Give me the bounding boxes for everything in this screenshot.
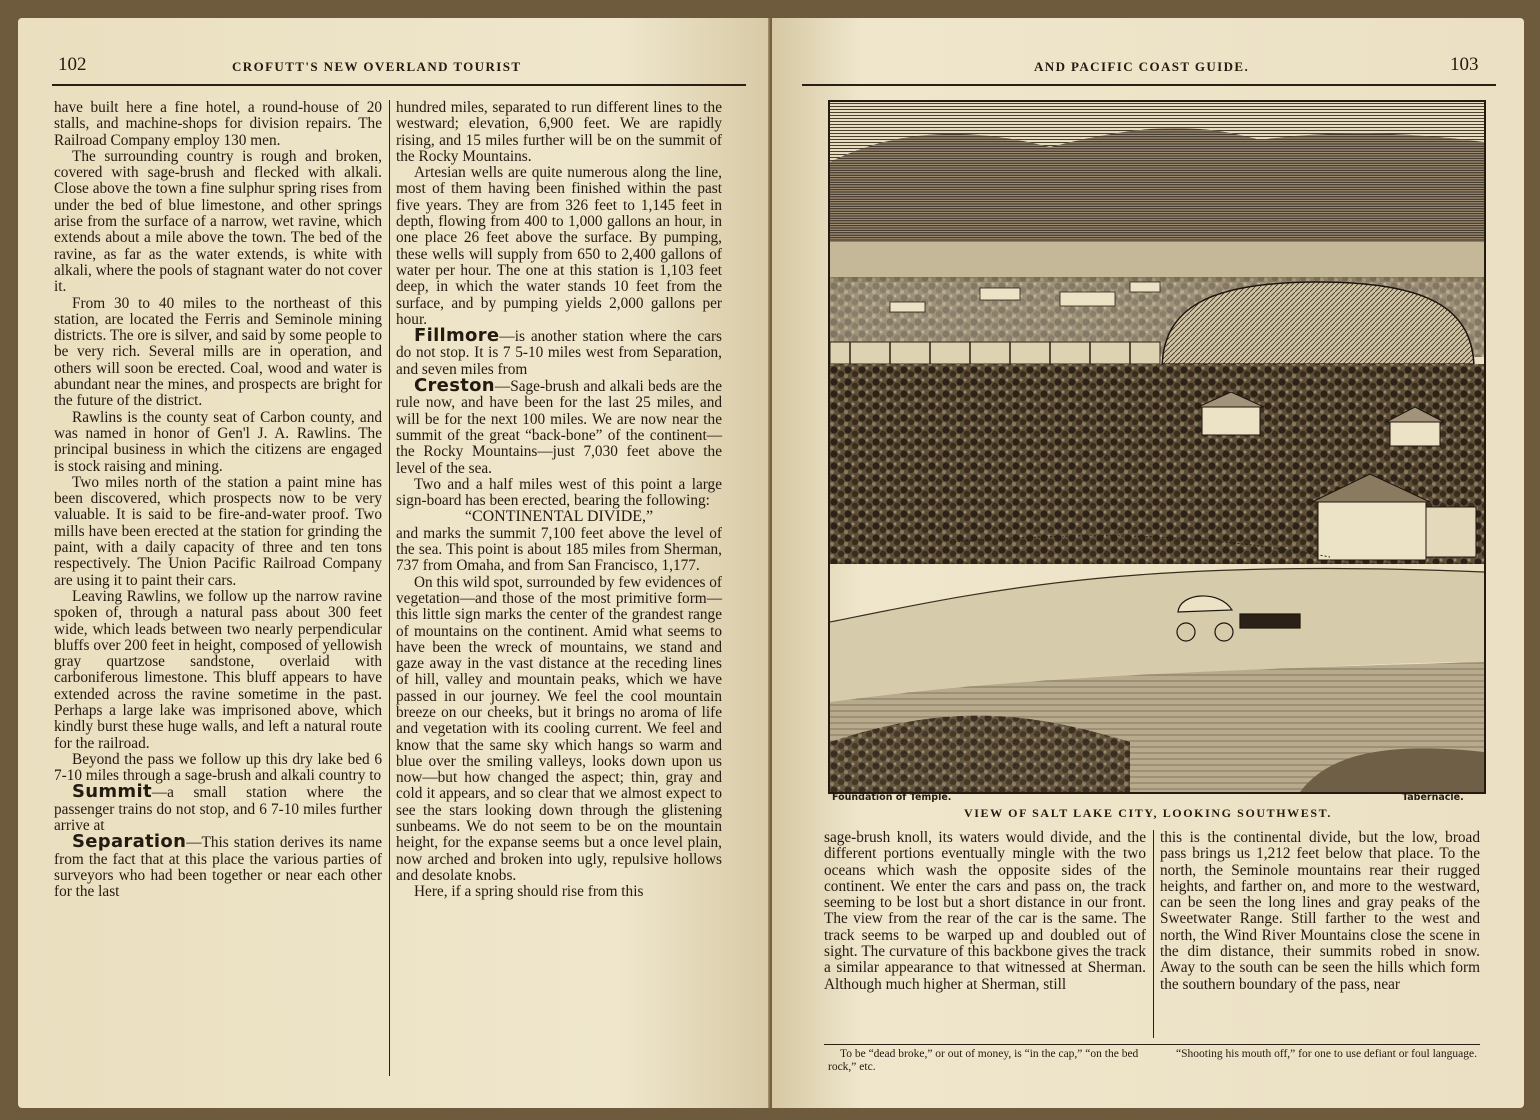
label-foundation-of-temple: Foundation of Temple. bbox=[832, 792, 952, 803]
paragraph: and marks the summit 7,100 feet above the level of the sea. This point is about 185 miles from Sherman, 737 from Omaha, and from San Francisco, 1,177. bbox=[396, 524, 722, 575]
right-head-rule bbox=[802, 84, 1496, 86]
right-page-number: 103 bbox=[1450, 54, 1479, 75]
left-running-title: CROFUTT'S NEW OVERLAND TOURIST bbox=[232, 59, 522, 74]
right-column-2 bbox=[1160, 830, 1480, 993]
paragraph: Rawlins is the county seat of Carbon county, and was named in honor of Gen'l J. A. Rawlins. The principal business in which the citizens are engaged is stock raising and mining. bbox=[54, 408, 382, 475]
engraving-illustration bbox=[830, 102, 1484, 792]
salt-lake-city-engraving bbox=[828, 100, 1486, 794]
footnote-1: To be “dead broke,” or out of money, is “in the cap,” “on the bed rock,” etc. bbox=[828, 1048, 1139, 1073]
paragraph-summit bbox=[54, 781, 382, 835]
paragraph-separation bbox=[54, 831, 382, 901]
label-tabernacle: Tabernacle. bbox=[1402, 792, 1464, 803]
illustration-caption: VIEW OF SALT LAKE CITY, LOOKING SOUTHWEST. bbox=[964, 806, 1332, 820]
paragraph: have built here a fine hotel, a round-house of 20 stalls, and machine-shops for division repairs. The Railroad Company employ 130 men. bbox=[54, 99, 382, 149]
paragraph: Two and a half miles west of this point a large sign-board has been erected, bearing the following: bbox=[396, 475, 722, 510]
right-column-divider bbox=[1153, 830, 1154, 1038]
creston-text: —Sage-brush and alkali beds are the rule now, and have been for the last 25 miles, and will be for the next 100 miles. We are now near the summit of the great “back-bone” of the continent—the Rocky Mountains—just 7,030 feet above the level of the sea. bbox=[396, 378, 722, 477]
left-column-1 bbox=[54, 100, 382, 901]
left-page-number: 102 bbox=[58, 54, 87, 75]
left-running-head bbox=[18, 52, 770, 92]
paragraph: Beyond the pass we follow up this dry lake bed 6 7-10 miles through a sage-brush and alkali country to bbox=[54, 750, 382, 785]
left-column-divider bbox=[389, 100, 390, 1076]
station-name-creston: Creston bbox=[414, 375, 495, 397]
paragraph-fillmore bbox=[396, 325, 722, 378]
paragraph: From 30 to 40 miles to the northeast of this station, are located the Ferris and Seminole mining districts. The ore is silver, and said by some people to be very rich. Several mills are in operation, and others will soon be erected. Coal, wood and water is abundant near the mines, and prospects are bright for the future of the district. bbox=[54, 294, 382, 410]
right-running-title: AND PACIFIC COAST GUIDE. bbox=[1034, 59, 1250, 74]
right-column-1 bbox=[824, 830, 1146, 993]
station-name-fillmore: Fillmore bbox=[414, 325, 500, 347]
station-name-summit: Summit bbox=[72, 781, 152, 803]
paragraph: Here, if a spring should rise from this bbox=[414, 883, 644, 901]
right-running-head bbox=[772, 52, 1524, 92]
paragraph-creston bbox=[396, 375, 722, 477]
paragraph: Two miles north of the station a paint mine has been discovered, which prospects now to be very valuable. It is said to be fire-and-water proof. Two mills have been erected at the station for grinding the paint, with a daily capacity of three and ten tons respectively. The Union Pacific Railroad Company are using it to paint their cars. bbox=[54, 473, 382, 589]
paragraph: The surrounding country is rough and broken, covered with sage-brush and flecked with alkali. Close above the town a fine sulphur spring rises from under the bed of blue limestone, and other springs arise from the surface of a narrow, wet ravine, which extends about a mile above the town. The bed of the ravine, as far as the water extends, is white with alkali, where the pools of stagnant water do not cover it. bbox=[54, 147, 382, 296]
footnote-2: “Shooting his mouth off,” for one to use defiant or foul language. bbox=[1176, 1048, 1477, 1060]
separation-text: —This station derives its name from the fact that at this place the various parties of surveyors who had been together or near each other for the last bbox=[54, 834, 382, 901]
left-head-rule bbox=[52, 84, 746, 86]
paragraph: this is the continental divide, but the low, broad pass brings us 1,212 feet below that place. To the north, the Seminole mountains rear their rugged heights, and farther on, and more to the westward, can be seen the long lines and gray peaks of the Sweetwater Range. Still farther to the west and north, the Wind River Mountains close the scene in the dim distance, their summits robed in snow. Away to the south can be seen the hills which form the southern boundary of the pass, near bbox=[1160, 829, 1480, 993]
summit-text: —a small station where the passenger trains do not stop, and 6 7-10 miles further arrive at bbox=[54, 784, 382, 835]
signboard-title: “CONTINENTAL DIVIDE,” bbox=[464, 508, 654, 526]
right-page bbox=[772, 18, 1524, 1108]
paragraph: On this wild spot, surrounded by few evidences of vegetation—and those of the most primitive form—this little sign marks the center of the grandest range of mountains on the continent. Amid what seems to have been the wreck of mountains, we stand and gaze away in the vast distance at the receding lines of hill, valley and mountain peaks, which we have passed in our journey. We feel the cool mountain breeze on our cheeks, but it brings no aroma of life and vegetation with its cooling current. We feel and know that the same sky which hangs so warm and blue over the smiling valleys, looks down upon us now—but how changed the aspect; thin, gray and cold it appears, and so clear that we almost expect to see the stars looking down through the glistening sunbeams. We do not seem to be on the mountain height, for the expanse seems but a once level plain, now arched and broken into ugly, repulsive hollows and desolate knobs. bbox=[396, 573, 723, 884]
paragraph: Leaving Rawlins, we follow up the narrow ravine spoken of, through a natural pass about 300 feet wide, which leads between two nearly perpendicular bluffs over 200 feet in height, composed of yellowish gray quartzose sandstone, overlaid with carboniferous limestone. This bluff appears to have extended across the ravine sometime in the past. Perhaps a large lake was imprisoned above, which kindly burst these huge walls, and left a natural route for the railroad. bbox=[54, 587, 382, 752]
fillmore-text: —is another station where the cars do not stop. It is 7 5-10 miles west from Separation, and seven miles from bbox=[396, 328, 722, 378]
footnote-rule bbox=[824, 1044, 1480, 1045]
left-page bbox=[18, 18, 770, 1108]
left-column-2 bbox=[396, 100, 722, 901]
paragraph: Artesian wells are quite numerous along the line, most of them having been finished within the past five years. They are from 326 feet to 1,145 feet in depth, flowing from 400 to 1,000 gallons an hour, in one place 26 feet above the surface. By pumping, these wells will supply from 650 to 2,400 gallons of water per hour. The one at this station is 1,103 feet deep, in which the water stands 10 feet from the surface, and by pumping yields 2,000 gallons per hour. bbox=[396, 164, 722, 328]
paragraph: hundred miles, separated to run different lines to the westward; elevation, 6,900 feet. We are rapidly rising, and 15 miles further will be on the summit of the Rocky Mountains. bbox=[396, 99, 722, 165]
paragraph: sage-brush knoll, its waters would divide, and the different portions eventually mingle with the two oceans which wash the opposite sides of the continent. We enter the cars and pass on, the track seeming to be lost but a short distance in our front. The view from the rear of the car is the same. The track seems to be warped up and doubled out of sight. The curvature of this backbone gives the track a similar appearance to that witnessed at Sherman. Although much higher at Sherman, still bbox=[824, 829, 1146, 993]
station-name-separation: Separation bbox=[72, 831, 187, 853]
